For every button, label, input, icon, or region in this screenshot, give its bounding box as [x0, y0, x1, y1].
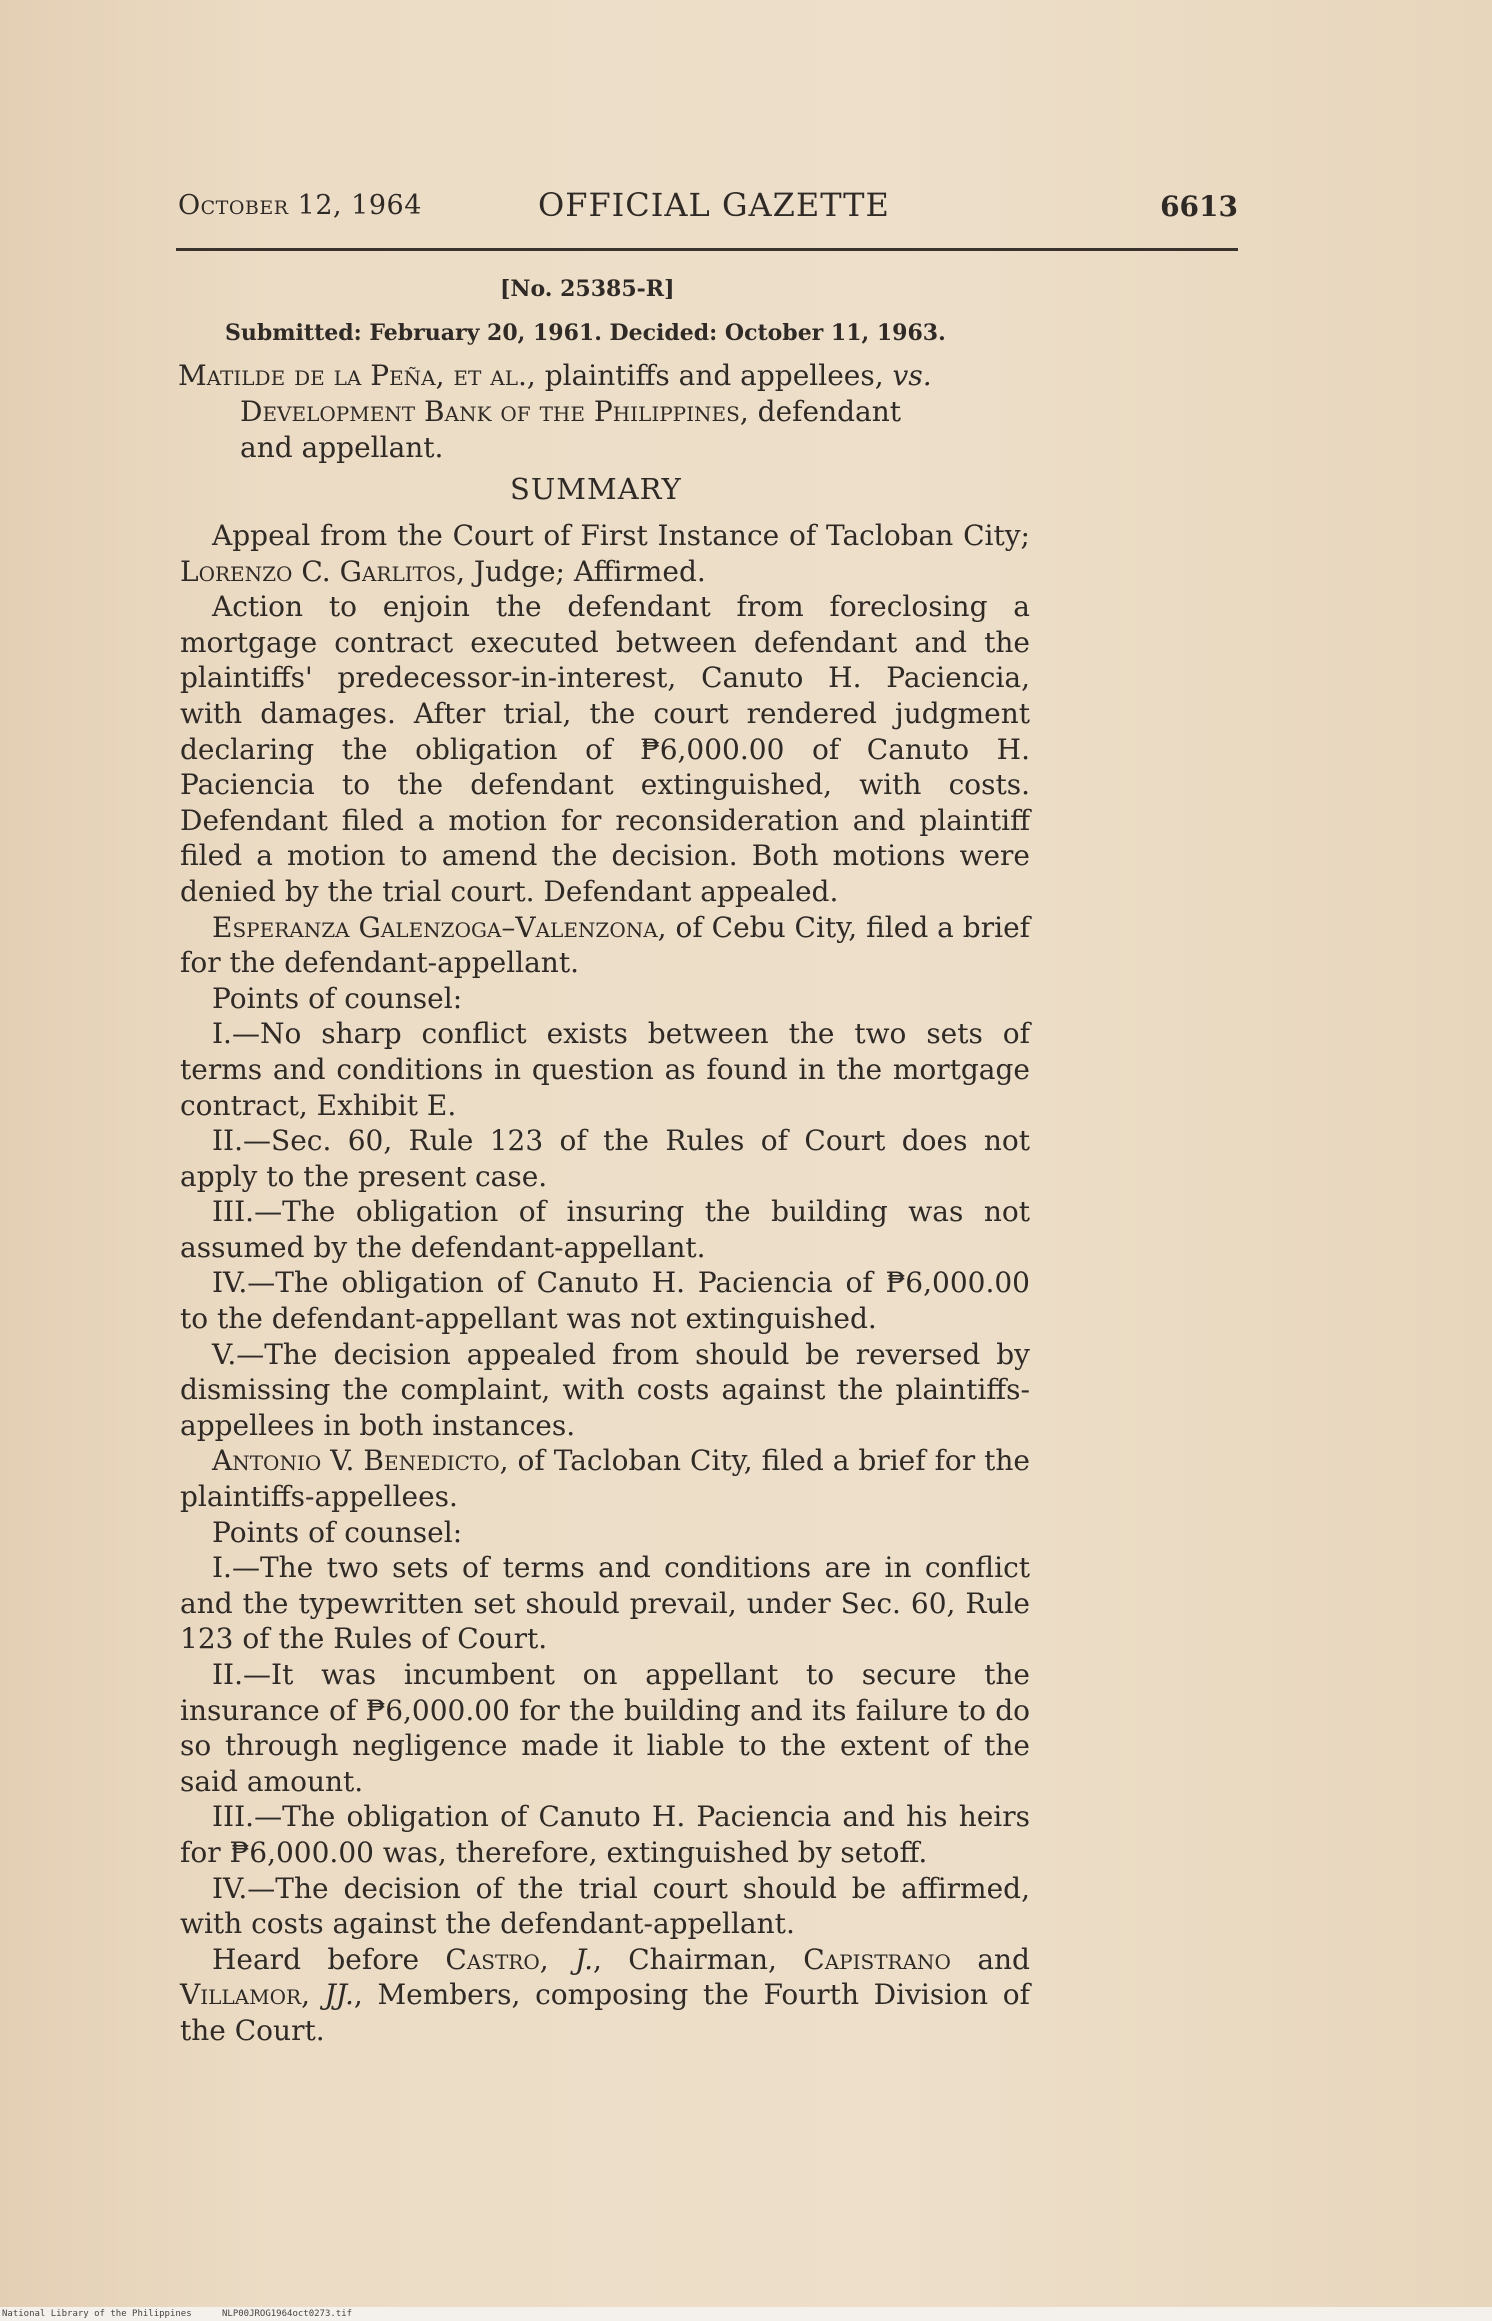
header-date: October 12, 1964: [178, 190, 422, 221]
appellee-counsel-text: , of Tacloban City, filed a brief for the plaintiffs-appellees.: [180, 1444, 1030, 1514]
points-label: Points of counsel:: [212, 1515, 463, 1549]
heard-text: ,: [539, 1942, 576, 1976]
case-caption: [178, 358, 1038, 466]
points-label: Points of counsel:: [212, 981, 463, 1015]
appeal-text-end: , Judge; Affirmed.: [456, 554, 706, 588]
appellee-counsel-name: Antonio V. Benedicto: [212, 1444, 500, 1478]
dates-line: Submitted: February 20, 1961. Decided: October 11, 1963.: [225, 320, 946, 346]
appellant-point: II.—Sec. 60, Rule 123 of the Rules of Court does not apply to the present case.: [180, 1124, 1030, 1193]
appeal-text: Appeal from the Court of First Instance of Tacloban City;: [212, 519, 1030, 552]
heard-text: ,: [301, 1978, 325, 2012]
header-page-number: 6613: [1160, 190, 1238, 223]
appellant-counsel-paragraph: [180, 910, 1030, 981]
appellee-point: II.—It was incumbent on appellant to secure the insurance of ₱6,000.00 for the building and its failure to do so through negligence made it liable to the extent of the said amount.: [180, 1658, 1030, 1798]
judge-name: Lorenzo C. Garlitos: [180, 554, 457, 588]
footer-filename: NLP00JROG1964oct0273.tif: [222, 2309, 353, 2319]
justice-title: JJ.: [324, 1978, 354, 2012]
justice-name: Capistrano: [803, 1942, 951, 1976]
summary-body: [180, 518, 1030, 2049]
header-title: OFFICIAL GAZETTE: [538, 186, 890, 224]
plaintiff-role: , plaintiffs and appellees,: [526, 359, 893, 392]
footer-library: National Library of the Philippines: [2, 2309, 192, 2319]
heard-text: , Members, composing the Fourth Division of the Court.: [180, 1978, 1030, 2047]
heard-text: Heard before: [212, 1942, 446, 1976]
heard-text: , Chairman,: [592, 1942, 804, 1976]
defendant-role-cont: and appellant.: [240, 431, 444, 464]
appellee-point: I.—The two sets of terms and conditions are in conflict and the typewritten set should prevail, under Sec. 60, Rule 123 of the Rules of Court.: [180, 1551, 1030, 1656]
header-rule: [176, 248, 1238, 251]
action-paragraph: Action to enjoin the defendant from foreclosing a mortgage contract executed between defendant and the plaintiffs' predecessor-in-interest, Canuto H. Paciencia, with damages. After trial, the court rendered judgment declaring the obligation of ₱6,000.00 of Canuto H. Paciencia to the defendant extinguished, with costs. Defendant filed a motion for reconsideration and plaintiff filed a motion to amend the decision. Both motions were denied by the trial court. Defendant appealed.: [180, 590, 1030, 908]
appellant-counsel-text: , of Cebu City, filed a brief for the defendant-appellant.: [180, 910, 1031, 980]
heard-text: and: [950, 1942, 1030, 1976]
heard-before-paragraph: [180, 1942, 1030, 2049]
appellee-counsel-paragraph: [180, 1443, 1030, 1514]
appeal-paragraph: [180, 518, 1030, 589]
case-number: [No. 25385-R]: [500, 276, 675, 302]
justice-name: Castro: [445, 1942, 540, 1976]
appellant-counsel-name: Esperanza Galenzoga–Valenzona: [212, 910, 658, 944]
summary-heading: SUMMARY: [510, 472, 682, 506]
defendant-role: , defendant: [739, 395, 902, 428]
appellant-point: IV.—The obligation of Canuto H. Paciencia of ₱6,000.00 to the defendant-appellant was not extinguished.: [180, 1266, 1030, 1336]
plaintiff-name: Matilde de la Peña, et al.: [178, 359, 527, 392]
appellant-point: V.—The decision appealed from should be reversed by dismissing the complaint, with costs against the plaintiffs-appellees in both instances.: [180, 1337, 1030, 1442]
versus: vs.: [892, 359, 932, 392]
appellee-point: III.—The obligation of Canuto H. Paciencia and his heirs for ₱6,000.00 was, therefore, extinguished by setoff.: [180, 1800, 1030, 1869]
appellant-point: III.—The obligation of insuring the building was not assumed by the defendant-appellant.: [180, 1195, 1030, 1264]
page-header: [178, 186, 1238, 242]
appellee-point: IV.—The decision of the trial court should be affirmed, with costs against the defendant-appellant.: [180, 1871, 1030, 1941]
appellant-point: I.—No sharp conflict exists between the two sets of terms and conditions in question as found in the mortgage contract, Exhibit E.: [180, 1017, 1030, 1122]
justice-name: Villamor: [180, 1978, 302, 2012]
defendant-name: Development Bank of the Philippines: [240, 395, 740, 428]
justice-title: J.: [575, 1942, 593, 1976]
